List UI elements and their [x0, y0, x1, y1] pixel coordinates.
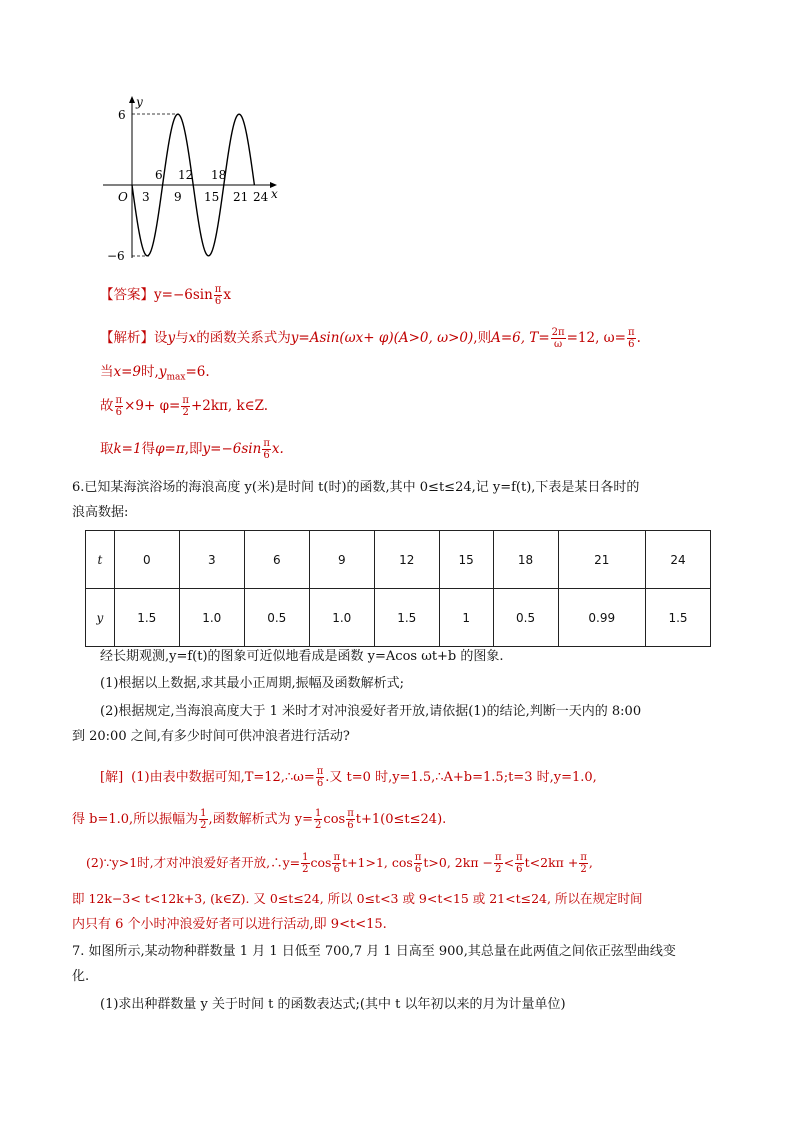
table-cell: 12: [374, 531, 439, 589]
q6-intro-2: 浪高数据:: [72, 505, 129, 520]
table-cell: 24: [645, 531, 710, 589]
answer-tag: 【答案】: [100, 287, 154, 303]
table-row: [86, 589, 711, 647]
table-cell: 0: [114, 531, 179, 589]
x-tick-3: 3: [142, 190, 150, 204]
solution-tag: [解]: [100, 770, 124, 785]
y-axis-label: y: [136, 95, 143, 109]
analysis-line-1: 【解析】设y与x的函数关系式为y=Asin(ωx+ φ)(A>0, ω>0),则A=6, T= $\frac{2\pi}{\omega}$ =12, ω= $\frac{\pi}{6}$ .: [100, 327, 641, 350]
q7-part-1: (1)求出种群数量 y 关于时间 t 的函数表达式;(其中 t 以年初以来的月为计量单位): [100, 997, 566, 1012]
q6-solution-line-5: 内只有 6 个小时冲浪爱好者可以进行活动,即 9<t<15.: [72, 917, 387, 932]
table-cell: 1: [439, 589, 493, 647]
table-header-t: t: [86, 531, 115, 589]
table-cell: 0.5: [244, 589, 309, 647]
q7-line-2: 化.: [72, 969, 90, 984]
analysis-line-4: 取k=1得φ=π,即y=−6sin $\frac{\pi}{6}$ x.: [100, 438, 284, 461]
x-axis-label: x: [271, 187, 278, 201]
x-tick-24: 24: [253, 190, 269, 204]
table-cell: 1.0: [309, 589, 374, 647]
q6-solution-line-2: 得 b=1.0,所以振幅为 $\frac{1}{2}$ ,函数解析式为 y= $\frac{1}{2}$ cos $\frac{\pi}{6}$ t+1(0≤t≤24).: [72, 808, 447, 831]
q6-part-2-b: 到 20:00 之间,有多少时间可供冲浪者进行活动?: [72, 729, 350, 744]
q6-solution-line-4: 即 12k−3< t<12k+3, (k∈Z). 又 0≤t≤24, 所以 0≤t<3 或 9<t<15 或 21<t≤24, 所以在规定时间: [72, 891, 643, 906]
answer-lhs: y=−6sin: [154, 287, 213, 303]
y-axis-arrow: [129, 96, 135, 103]
sine-graph: [95, 90, 295, 270]
table-row: [86, 531, 711, 589]
q7-line-1: 7. 如图所示,某动物种群数量 1 月 1 日低至 700,7 月 1 日高至 900,其总量在此两值之间依正弦型曲线变: [72, 944, 676, 959]
x-tick-6: 6: [155, 168, 163, 182]
q6-solution-line-1: [解] (1)由表中数据可知,T=12,∴ω= $\frac{\pi}{6}$ .又 t=0 时,y=1.5,∴A+b=1.5;t=3 时,y=1.0,: [100, 766, 597, 789]
x-tick-9: 9: [174, 190, 182, 204]
q6-observation: 经长期观测,y=f(t)的图象可近似地看成是函数 y=Acos ωt+b 的图象.: [100, 649, 504, 664]
analysis-line-2: 当x=9时$,y_{max}=6$.: [100, 364, 210, 383]
q6-solution-line-3: (2)∵y>1时,才对冲浪爱好者开放,∴y= $\frac{1}{2}$ cos $\frac{\pi}{6}$ t+1>1, cos $\frac{\pi}{6}$ t>0, 2kπ − $\frac{\pi}{2}$ < $\frac{\pi}{6}$ t<2kπ + $\frac{\pi}{2}$ ,: [86, 852, 593, 875]
table-cell: 0.99: [558, 589, 645, 647]
answer-fraction: $\frac{\pi}{6}$: [214, 284, 222, 307]
table-cell: 6: [244, 531, 309, 589]
table-cell: 1.5: [114, 589, 179, 647]
table-cell: 0.5: [493, 589, 558, 647]
y-min-label: −6: [107, 249, 125, 263]
answer-line: [100, 284, 231, 307]
y-max-label: 6: [118, 108, 126, 122]
table-cell: 3: [179, 531, 244, 589]
table-header-y: y: [86, 589, 115, 647]
analysis-line-3: 故 $\frac{\pi}{6}$ ×9+ φ= $\frac{\pi}{2}$ +2kπ, k∈Z.: [100, 395, 269, 418]
table-cell: 1.0: [179, 589, 244, 647]
answer-var: x: [223, 287, 231, 303]
wave-data-table: [85, 530, 711, 647]
x-tick-15: 15: [204, 190, 220, 204]
x-tick-12: 12: [178, 168, 194, 182]
table-cell: 1.5: [645, 589, 710, 647]
q6-intro-1: 6.已知某海滨浴场的海浪高度 y(米)是时间 t(时)的函数,其中 0≤t≤24,记 y=f(t),下表是某日各时的: [72, 480, 640, 495]
q6-part-2-a: (2)根据规定,当海浪高度大于 1 米时才对冲浪爱好者开放,请依据(1)的结论,判断一天内的 8:00: [100, 704, 642, 719]
origin-label: O: [118, 190, 128, 204]
x-tick-18: 18: [211, 168, 227, 182]
table-cell: 9: [309, 531, 374, 589]
q6-part-1: (1)根据以上数据,求其最小正周期,振幅及函数解析式;: [100, 676, 405, 691]
table-cell: 21: [558, 531, 645, 589]
table-cell: 18: [493, 531, 558, 589]
table-cell: 1.5: [374, 589, 439, 647]
x-tick-21: 21: [233, 190, 249, 204]
table-cell: 15: [439, 531, 493, 589]
